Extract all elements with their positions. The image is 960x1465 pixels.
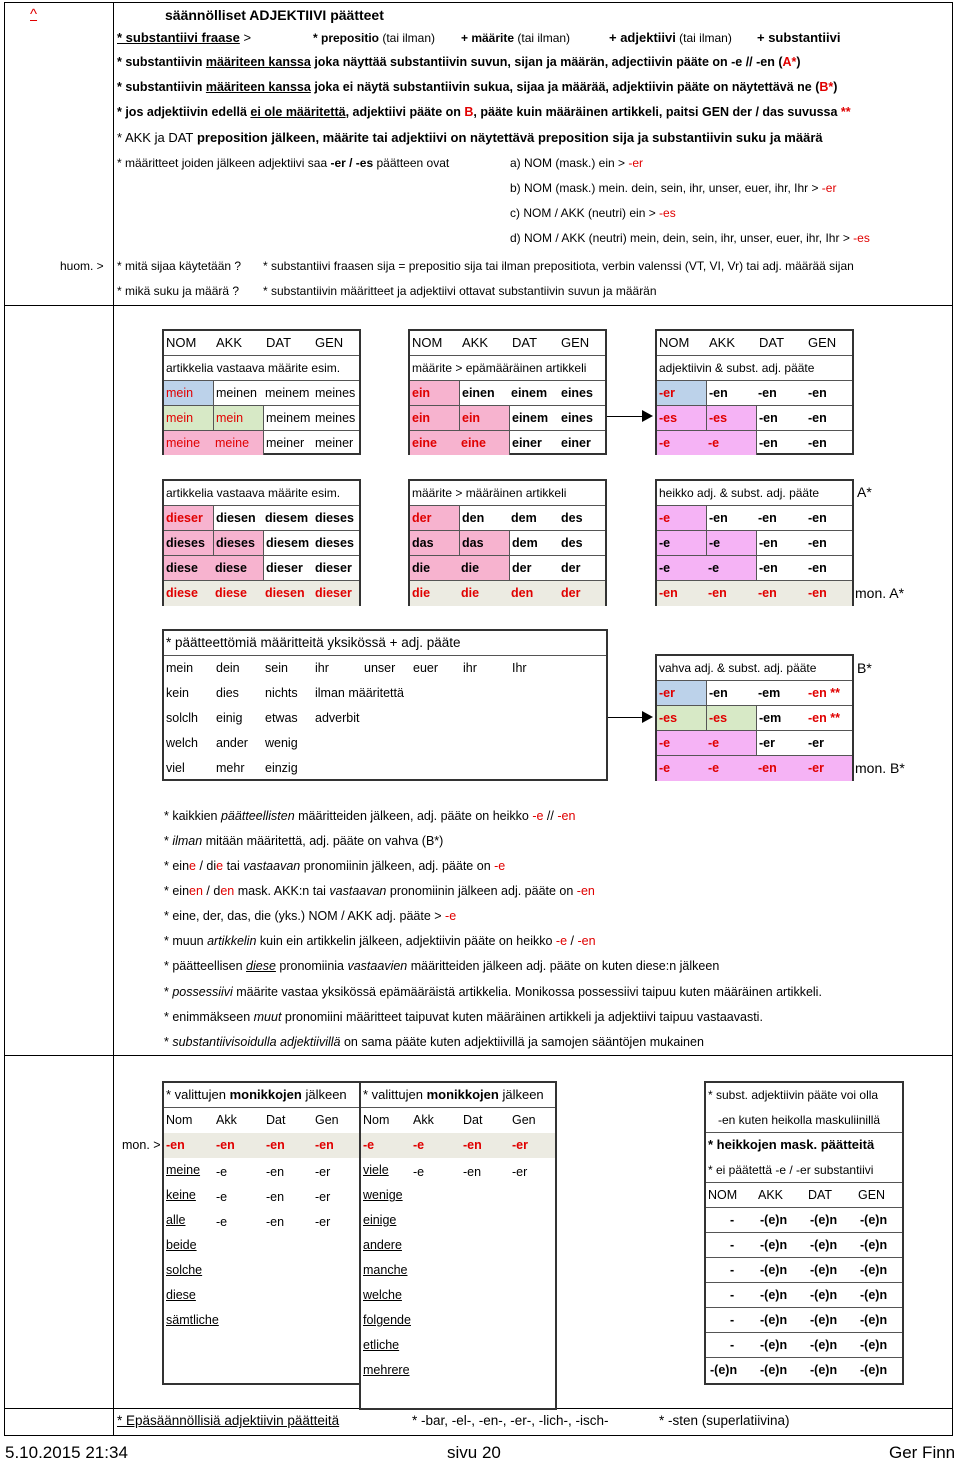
plural-word: welche [363, 1288, 402, 1302]
table-subtitle: * ei päätettä -e / -er substantiivi [708, 1163, 874, 1177]
col-header: DAT [759, 335, 785, 350]
table-definite [408, 479, 607, 606]
label-a-star: A* [857, 484, 872, 500]
table-cell: -em [758, 686, 781, 700]
page-title: säännölliset ADJEKTIIVI päätteet [165, 7, 384, 23]
table-cell: -(e)n [860, 1238, 888, 1252]
table-cell: - [730, 1213, 735, 1227]
table-cell: -(e)n [860, 1313, 888, 1327]
table-cell: ein [410, 406, 459, 430]
table-cell: -e [706, 556, 756, 580]
table-cell: -en [706, 681, 728, 705]
table-cell: -en [266, 1190, 285, 1204]
table-cell: -(e)n [860, 1338, 888, 1352]
table-cell: meinem [265, 386, 310, 400]
table-cell: -(e)n [860, 1213, 888, 1227]
table-cell: -en [266, 1215, 285, 1229]
table-cell: -en ** [808, 711, 840, 725]
table-cell: -e [706, 431, 756, 455]
col-header: DAT [266, 335, 292, 350]
table-cell: -en [659, 586, 678, 600]
table-cell: diese [215, 586, 247, 600]
note-3: * eine / die tai vastaavan pronomiinin jälkeen, adj. pääte on -e [164, 859, 506, 873]
table-cell: -(e)n [760, 1213, 788, 1227]
table-title: * heikkojen mask. päätteitä [708, 1137, 875, 1152]
table-plural-1 [162, 1081, 361, 1385]
table-cell: der [509, 556, 531, 580]
table-cell: kein [166, 686, 189, 700]
col-header: Nom [363, 1113, 390, 1127]
table-cell: -en [808, 436, 827, 450]
table-cell: - [730, 1288, 735, 1302]
table-cell: adverbit [315, 711, 360, 725]
table-cell: -(e)n [810, 1363, 838, 1377]
rule-line-6: * määritteet joiden jälkeen adjektiivi saa -er / -es päätteen ovat [117, 156, 450, 170]
table-cell: des [561, 536, 583, 550]
superlative-note: * -sten (superlatiivina) [659, 1413, 790, 1428]
table-cell: der [561, 561, 581, 575]
table-cell: -en [216, 1138, 235, 1152]
table-cell: meine [213, 431, 263, 455]
plural-word: manche [363, 1263, 408, 1277]
table-plural-2 [359, 1081, 557, 1410]
table-cell: -en [315, 1138, 334, 1152]
table-cell: -er [808, 761, 824, 775]
table-cell: ihr [463, 661, 477, 675]
table-cell: -en [756, 431, 778, 455]
table-cell: -(e)n [760, 1238, 788, 1252]
col-header: NOM [659, 335, 690, 350]
col-header: Nom [166, 1113, 193, 1127]
rule-line-4: * jos adjektiivin edellä ei ole määritettä, adjektiivi pääte on B, pääte kuin määräinen artikkeli, paitsi GEN der / das suvussa ** [117, 105, 851, 119]
table-cell: euer [413, 661, 439, 675]
table-cell: -en [756, 531, 778, 555]
table-subtitle: artikkelia vastaava määrite esim. [166, 361, 341, 375]
col-header: Gen [512, 1113, 536, 1127]
table-subtitle: artikkelia vastaava määrite esim. [166, 486, 341, 500]
table-cell: -(e)n [810, 1288, 838, 1302]
table-cell: -er [657, 681, 706, 705]
plural-word: diese [166, 1288, 196, 1302]
table-cell: meiner [315, 436, 354, 450]
table-cell: -er [808, 736, 824, 750]
plural-word: keine [166, 1188, 196, 1202]
table-cell: -es [706, 706, 756, 730]
label-b-star: B* [857, 660, 872, 676]
table-cell: dieser [164, 506, 213, 530]
table-strong-endings [655, 654, 854, 781]
table-weak-masculine [704, 1081, 904, 1385]
rule-line-1: * substantiivi fraase > [117, 30, 252, 45]
table-cell: -er [315, 1190, 331, 1204]
col-header: NOM [708, 1188, 738, 1202]
huom-label: huom. > [60, 259, 104, 273]
table-endingless [162, 629, 608, 781]
table-cell: -e [216, 1165, 228, 1179]
table-cell: diesen [265, 586, 305, 600]
suffix-list: * -bar, -el-, -en-, -er-, -lich-, -isch- [412, 1413, 609, 1428]
table-weak-endings [655, 479, 854, 606]
table-cell: -en [758, 511, 777, 525]
table-cell: den [511, 586, 534, 600]
table-cell: sein [265, 661, 288, 675]
table-cell: Ihr [512, 661, 527, 675]
table-cell: -en [758, 386, 777, 400]
table-cell: meiner [263, 431, 304, 455]
col-header: AKK [758, 1188, 784, 1202]
col-header: GEN [858, 1188, 886, 1202]
table-cell: -e [657, 731, 706, 755]
table-cell: - [730, 1313, 735, 1327]
table-cell: -en [758, 761, 777, 775]
table-cell: dem [511, 511, 537, 525]
table-cell: -(e)n [860, 1288, 888, 1302]
table-cell: -e [659, 761, 671, 775]
plural-word: folgende [363, 1313, 411, 1327]
table-cell: der [561, 586, 581, 600]
table-cell: -en [756, 556, 778, 580]
note-4: * einen / den mask. AKK:n tai vastaavan pronomiinin jälkeen adj. pääte on -en [164, 884, 595, 898]
plural-word: viele [363, 1163, 389, 1177]
col-header: Dat [463, 1113, 483, 1127]
arrow-icon [607, 416, 651, 417]
col-header: AKK [462, 335, 489, 350]
table-subtitle: * subst. adjektiivin pääte voi olla [708, 1088, 879, 1102]
table-cell: diese [166, 586, 198, 600]
table-cell: mein [164, 381, 213, 405]
table-cell: -en [463, 1165, 482, 1179]
table-cell: ilman määritettä [315, 686, 404, 700]
table-title: * valittujen monikkojen jälkeen [363, 1087, 544, 1102]
note-9: * enimmäkseen muut pronomiini määritteet taipuvat kuten määräinen artikkeli ja adjektiivi taipuu vastaavasti. [164, 1010, 763, 1024]
col-header: NOM [412, 335, 443, 350]
frame-top [4, 2, 953, 3]
table-cell: das [410, 531, 459, 555]
table-cell: -e [706, 531, 756, 555]
table-cell: dieses [213, 531, 263, 555]
table-cell: meines [315, 411, 356, 425]
table-cell: unser [364, 661, 396, 675]
table-cell: welch [166, 736, 198, 750]
caret-link[interactable]: ^ [30, 6, 38, 23]
plural-word: mehrere [363, 1363, 410, 1377]
table-cell: einem [509, 406, 548, 430]
table-cell: -er [512, 1165, 528, 1179]
table-cell: -en [758, 586, 777, 600]
table-cell: dieser [315, 586, 352, 600]
answer-gender: * substantiivin määritteet ja adjektiivi ottavat substantiivin suvun ja määrän [263, 284, 657, 298]
table-cell: eines [561, 386, 593, 400]
table-cell: -en [756, 406, 778, 430]
table-cell: der [410, 506, 459, 530]
table-cell: -en [808, 536, 827, 550]
note-2: * ilman mitään määritettä, adj. pääte on vahva (B*) [164, 834, 444, 848]
table-cell: diesen [213, 506, 256, 530]
table-cell: - [730, 1263, 735, 1277]
col-header: Akk [216, 1113, 237, 1127]
table-cell: -e [216, 1190, 228, 1204]
table-cell: ander [216, 736, 248, 750]
col-header: AKK [709, 335, 736, 350]
footer-page: sivu 20 [447, 1443, 501, 1462]
label-mon-b-star: mon. B* [855, 760, 905, 776]
table-cell: dieser [263, 556, 303, 580]
table-cell: -er [315, 1165, 331, 1179]
table-cell: -e [657, 431, 706, 455]
table-cell: einzig [265, 761, 298, 775]
table-cell: ein [459, 406, 509, 430]
table-cell: -er [512, 1138, 528, 1152]
ending-a: a) NOM (mask.) ein > -er [510, 156, 644, 170]
note-5: * eine, der, das, die (yks.) NOM / AKK adj. pääte > -e [164, 909, 457, 923]
table-cell: -en [708, 586, 727, 600]
table-possessive [162, 329, 361, 455]
question-gender: * mikä suku ja määrä ? [117, 284, 240, 298]
table-cell: solclh [166, 711, 198, 725]
table-cell: dieses [315, 511, 354, 525]
table-mixed-endings [655, 329, 854, 455]
col-header: Akk [413, 1113, 434, 1127]
table-cell: -e [657, 506, 706, 530]
col-header: Gen [315, 1113, 339, 1127]
table-cell: dieses [164, 531, 213, 555]
table-cell: einer [561, 436, 591, 450]
table-cell: -e [706, 731, 756, 755]
table-cell: -(e)n [760, 1313, 788, 1327]
col-header: DAT [512, 335, 538, 350]
mon-label: mon. > [122, 1138, 161, 1152]
frame-left [4, 2, 5, 1436]
table-title: * päätteettömiä määritteitä yksikössä + adj. pääte [166, 635, 461, 650]
table-cell: das [459, 531, 509, 555]
table-cell: dies [216, 686, 239, 700]
rule-line-1-noun: + substantiivi [757, 30, 841, 45]
note-10: * substantiivisoidulla adjektiivillä on sama pääte kuten adjektiivillä ja samojen sääntöjen mukainen [164, 1035, 704, 1049]
table-cell: meinem [263, 406, 310, 430]
table-cell: -(e)n [810, 1213, 838, 1227]
table-cell: die [410, 556, 459, 580]
rule-line-1-def: + määrite (tai ilman) [461, 31, 571, 45]
table-cell: -en [266, 1138, 285, 1152]
table-cell: -(e)n [860, 1263, 888, 1277]
table-subtitle: -en kuten heikolla maskuliinillä [718, 1113, 881, 1127]
table-cell: -(e)n [760, 1338, 788, 1352]
table-cell: dein [216, 661, 240, 675]
ending-c: c) NOM / AKK (neutri) ein > -es [510, 206, 676, 220]
table-subtitle: heikko adj. & subst. adj. pääte [659, 486, 820, 500]
question-case: * mitä sijaa käytetään ? [117, 259, 242, 273]
table-cell: -(e)n [760, 1263, 788, 1277]
note-8: * possessiivi määrite vastaa yksikössä epämääräistä artikkelia. Monikossa possessiivi taipuu kuten määräinen artikkeli. [164, 985, 822, 999]
table-cell: nichts [265, 686, 298, 700]
table-cell: -e [708, 761, 720, 775]
table-cell: -e [216, 1215, 228, 1229]
frame-sep1 [4, 305, 953, 306]
label-mon-a-star: mon. A* [855, 585, 905, 601]
table-cell: mehr [216, 761, 245, 775]
table-cell: diesem [263, 531, 309, 555]
table-subtitle: määrite > määräinen artikkeli [412, 486, 567, 500]
note-1: * kaikkien päätteellisten määritteiden jälkeen, adj. pääte on heikko -e // -en [164, 809, 576, 823]
table-demonstrative [162, 479, 361, 606]
plural-word: sämtliche [166, 1313, 219, 1327]
table-cell: -en [808, 411, 827, 425]
footer-date: 5.10.2015 21:34 [5, 1443, 128, 1462]
table-cell: -en [808, 511, 827, 525]
table-cell: dem [509, 531, 538, 555]
table-cell: ein [410, 381, 459, 405]
table-cell: -er [756, 731, 775, 755]
table-cell: die [459, 556, 509, 580]
col-header: DAT [808, 1188, 833, 1202]
table-cell: die [412, 586, 431, 600]
table-cell: -e [363, 1138, 375, 1152]
table-cell: - [730, 1338, 735, 1352]
rule-line-5: * AKK ja DAT preposition jälkeen, määrite tai adjektiivi on näytettävä preposition sija ja substantiivin suku ja määrä [117, 130, 823, 145]
table-cell: -en [808, 386, 827, 400]
table-cell: etwas [265, 711, 298, 725]
table-cell: diese [213, 556, 263, 580]
table-cell: -(e)n [810, 1263, 838, 1277]
footer-name: Ger Finn [889, 1443, 956, 1462]
table-cell: -er [315, 1215, 331, 1229]
table-subtitle: adjektiivin & subst. adj. pääte [659, 361, 815, 375]
table-indefinite [408, 329, 607, 455]
col-header: AKK [216, 335, 243, 350]
table-cell: -es [657, 406, 706, 430]
table-cell: -e [657, 556, 706, 580]
table-cell: wenig [265, 736, 298, 750]
rule-line-1-prep: * prepositio (tai ilman) [313, 31, 436, 45]
frame-bottom [4, 1435, 953, 1436]
table-subtitle: määrite > epämääräinen artikkeli [412, 361, 587, 375]
table-cell: mein [213, 406, 263, 430]
table-cell: -em [756, 706, 781, 730]
table-cell: -en ** [808, 686, 840, 700]
table-cell: mein [166, 661, 194, 675]
table-cell: den [459, 506, 484, 530]
table-cell: viel [166, 761, 185, 775]
plural-word: solche [166, 1263, 203, 1277]
table-cell: -(e)n [810, 1338, 838, 1352]
table-cell: -en [266, 1165, 285, 1179]
table-cell: eine [410, 431, 459, 455]
col-header: NOM [166, 335, 197, 350]
irregular-endings-title: * Epäsäännöllisiä adjektiivin päätteitä [117, 1413, 340, 1428]
ending-d: d) NOM / AKK (neutri) mein, dein, sein, ihr, unser, euer, ihr, Ihr > -es [510, 231, 870, 245]
table-cell: dieses [315, 536, 354, 550]
plural-word: wenige [363, 1188, 403, 1202]
table-cell: -(e)n [760, 1288, 788, 1302]
table-cell: ihr [315, 661, 329, 675]
table-cell: des [561, 511, 583, 525]
table-cell: -(e)n [810, 1238, 838, 1252]
plural-word: etliche [363, 1338, 400, 1352]
table-cell: eine [459, 431, 509, 455]
note-6: * muun artikkelin kuin ein artikkelin jälkeen, adjektiivin pääte on heikko -e / -en [164, 934, 596, 948]
rule-line-2: * substantiivin määriteen kanssa joka näyttää substantiivin suvun, sijan ja määrän, adjectiivin pääte on -e // -en (A*) [117, 55, 801, 69]
col-header: Dat [266, 1113, 286, 1127]
table-cell: -es [706, 406, 756, 430]
table-cell: dieser [315, 561, 352, 575]
frame-right [952, 2, 953, 1436]
table-cell: -er [657, 381, 706, 405]
rule-line-3: * substantiivin määriteen kanssa joka ei näytä substantiivin sukua, sijaa ja määrää, adjektiivin pääte on näytettävä ne (B*) [117, 80, 838, 94]
table-cell: -en [166, 1138, 185, 1152]
table-cell: einen [459, 381, 495, 405]
table-cell: -e [657, 531, 706, 555]
table-cell: diesem [265, 511, 309, 525]
table-cell: -e [413, 1165, 425, 1179]
table-cell: -en [463, 1138, 482, 1152]
table-cell: meines [315, 386, 356, 400]
plural-word: einige [363, 1213, 397, 1227]
table-cell: meine [164, 431, 213, 455]
table-cell: eines [561, 411, 593, 425]
table-cell: -en [808, 561, 827, 575]
plural-word: beide [166, 1238, 197, 1252]
plural-word: meine [166, 1163, 201, 1177]
table-cell: -(e)n [760, 1363, 788, 1377]
table-cell: diese [164, 556, 213, 580]
frame-sep2 [4, 1055, 953, 1056]
plural-word: alle [166, 1213, 186, 1227]
answer-case: * substantiivi fraasen sija = prepositio sija tai ilman prepositiota, verbin valenssi (VT, VI, Vr) tai adj. määrää sijan [263, 259, 854, 273]
note-7: * päätteellisen diese pronomiinia vastaavien määritteiden jälkeen adj. pääte on kuten diese:n jälkeen [164, 959, 720, 973]
table-cell: -(e)n [860, 1363, 888, 1377]
ending-b: b) NOM (mask.) mein. dein, sein, ihr, unser, euer, ihr, Ihr > -er [510, 181, 837, 195]
table-cell: -es [657, 706, 706, 730]
table-cell: - [730, 1238, 735, 1252]
arrow-icon [608, 717, 651, 718]
table-cell: -(e)n [710, 1363, 738, 1377]
table-title: * valittujen monikkojen jälkeen [166, 1087, 347, 1102]
table-cell: die [461, 586, 480, 600]
table-cell: einer [509, 431, 542, 455]
table-cell: einem [511, 386, 548, 400]
table-cell: -(e)n [810, 1313, 838, 1327]
table-cell: -en [706, 381, 728, 405]
col-header: GEN [808, 335, 837, 350]
frame-divider [113, 2, 114, 1436]
table-cell: -e [413, 1138, 425, 1152]
table-cell: mein [164, 406, 213, 430]
col-header: GEN [315, 335, 344, 350]
table-subtitle: vahva adj. & subst. adj. pääte [659, 661, 817, 675]
rule-line-1-adj: + adjektiivi (tai ilman) [609, 30, 732, 45]
table-cell: meinen [213, 381, 263, 405]
table-cell: -en [808, 586, 827, 600]
table-cell: einig [216, 711, 243, 725]
table-cell: -en [706, 506, 728, 530]
col-header: GEN [561, 335, 590, 350]
plural-word: andere [363, 1238, 402, 1252]
